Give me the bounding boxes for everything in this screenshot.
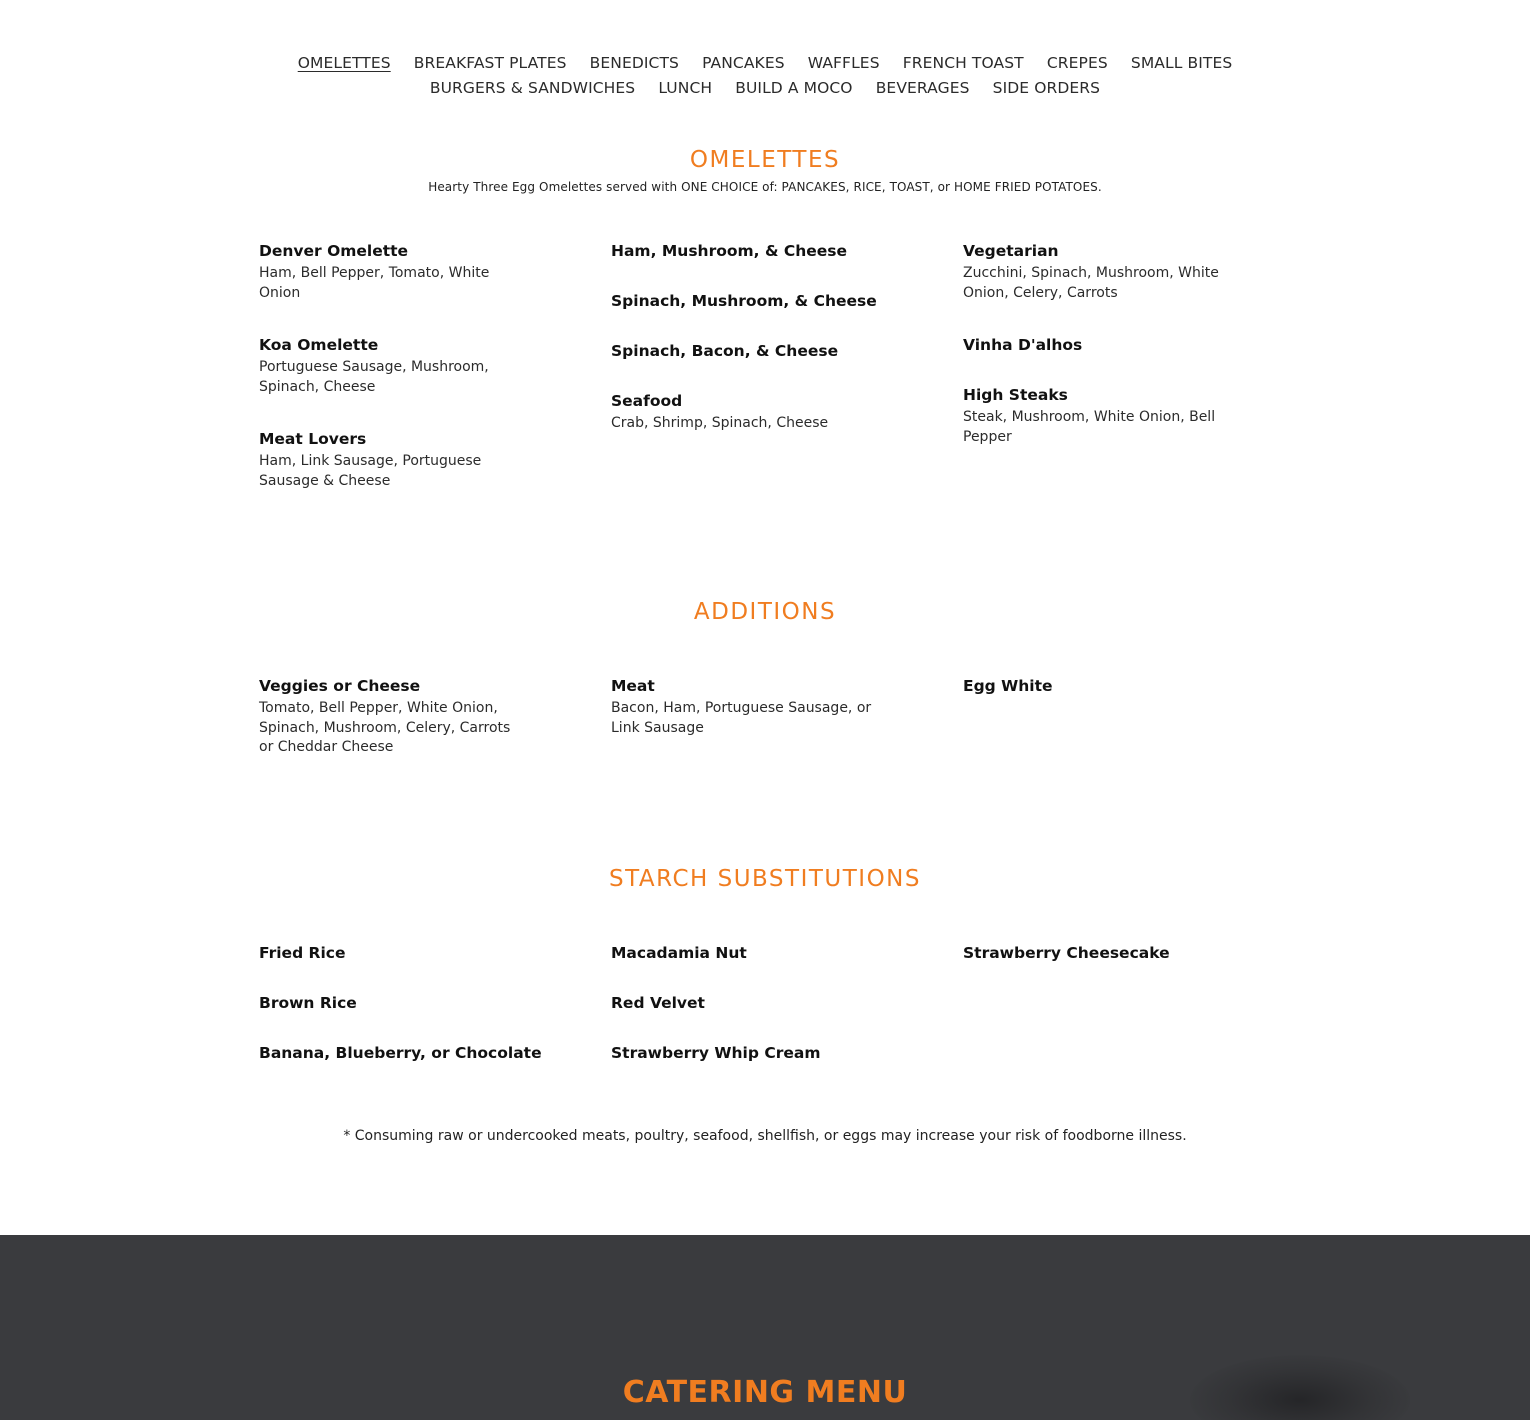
- item-name: Spinach, Bacon, & Cheese: [611, 342, 839, 360]
- category-nav: [0, 50, 1530, 100]
- menu-item: [259, 675, 611, 758]
- nav-waffles[interactable]: WAFFLES: [807, 54, 880, 72]
- starch-column-2: [611, 942, 963, 1092]
- omelettes-column-3: [963, 240, 1315, 513]
- nav-lunch[interactable]: LUNCH: [658, 79, 713, 97]
- item-description: Portuguese Sausage, Mushroom, Spinach, Cheese: [259, 359, 489, 395]
- item-name: Egg White: [963, 677, 1053, 695]
- item-name: Meat: [611, 677, 655, 695]
- item-name: High Steaks: [963, 386, 1068, 404]
- nav-build-a-moco[interactable]: BUILD A MOCO: [735, 79, 853, 97]
- menu-item: [259, 942, 611, 964]
- item-description: Bacon, Ham, Portuguese Sausage, or Link Sausage: [611, 700, 872, 736]
- item-name: Fried Rice: [259, 944, 346, 962]
- category-nav-row-1: [0, 50, 1530, 75]
- item-name: Strawberry Cheesecake: [963, 944, 1170, 962]
- menu-item: [963, 675, 1315, 697]
- starch-substitutions-title: STARCH SUBSTITUTIONS: [609, 866, 921, 892]
- item-description: Crab, Shrimp, Spinach, Cheese: [611, 415, 829, 431]
- foodborne-illness-disclaimer: * Consuming raw or undercooked meats, poultry, seafood, shellfish, or eggs may increase your risk of foodborne illness.: [343, 1128, 1187, 1144]
- item-name: Vinha D'alhos: [963, 336, 1083, 354]
- item-name: Veggies or Cheese: [259, 677, 421, 695]
- item-name: Vegetarian: [963, 242, 1059, 260]
- item-name: Seafood: [611, 392, 683, 410]
- menu-item: [963, 384, 1315, 447]
- item-name: Strawberry Whip Cream: [611, 1044, 821, 1062]
- item-name: Meat Lovers: [259, 430, 367, 448]
- item-description: Ham, Bell Pepper, Tomato, White Onion: [259, 265, 490, 301]
- nav-beverages[interactable]: BEVERAGES: [875, 79, 970, 97]
- menu-item: [259, 992, 611, 1014]
- item-name: Spinach, Mushroom, & Cheese: [611, 292, 877, 310]
- nav-crepes[interactable]: CREPES: [1046, 54, 1108, 72]
- menu-item: [611, 390, 963, 434]
- additions-grid: [259, 675, 1279, 780]
- additions-column-3: [963, 675, 1315, 780]
- item-name: Macadamia Nut: [611, 944, 747, 962]
- item-name: Brown Rice: [259, 994, 357, 1012]
- omelettes-grid: [259, 240, 1279, 513]
- item-description: Zucchini, Spinach, Mushroom, White Onion, Celery, Carrots: [963, 265, 1219, 301]
- item-name: Koa Omelette: [259, 336, 379, 354]
- item-name: Banana, Blueberry, or Chocolate: [259, 1044, 542, 1062]
- catering-section: [0, 1235, 1530, 1420]
- nav-omelettes[interactable]: OMELETTES: [297, 54, 391, 72]
- additions-title: ADDITIONS: [693, 599, 837, 625]
- menu-item: [259, 428, 611, 491]
- category-nav-row-2: [0, 75, 1530, 100]
- menu-item: [963, 240, 1315, 303]
- menu-item: [963, 942, 1315, 964]
- menu-item: [259, 1042, 611, 1064]
- menu-item: [963, 334, 1315, 356]
- menu-item: [611, 942, 963, 964]
- nav-side-orders[interactable]: SIDE ORDERS: [992, 79, 1101, 97]
- menu-item: [611, 1042, 963, 1064]
- item-name: Ham, Mushroom, & Cheese: [611, 242, 848, 260]
- starch-column-3: [963, 942, 1315, 1092]
- starch-grid: [259, 942, 1279, 1092]
- menu-item: [611, 340, 963, 362]
- menu-item: [611, 675, 963, 738]
- item-description: Ham, Link Sausage, Portuguese Sausage & Cheese: [259, 453, 482, 489]
- omelettes-title: OMELETTES: [689, 147, 841, 173]
- menu-item: [611, 992, 963, 1014]
- nav-french-toast[interactable]: FRENCH TOAST: [902, 54, 1024, 72]
- nav-burgers-sandwiches[interactable]: BURGERS & SANDWICHES: [429, 79, 636, 97]
- starch-column-1: [259, 942, 611, 1092]
- nav-benedicts[interactable]: BENEDICTS: [589, 54, 679, 72]
- omelettes-subtitle: Hearty Three Egg Omelettes served with ONE CHOICE of: PANCAKES, RICE, TOAST, or HOME FRIED POTATOES.: [428, 180, 1102, 194]
- menu-item: [611, 240, 963, 262]
- menu-item: [611, 290, 963, 312]
- item-description: Steak, Mushroom, White Onion, Bell Pepper: [963, 409, 1216, 445]
- additions-column-1: [259, 675, 611, 780]
- menu-item: [259, 334, 611, 397]
- menu-item: [259, 240, 611, 303]
- item-description: Tomato, Bell Pepper, White Onion, Spinach, Mushroom, Celery, Carrots or Cheddar Cheese: [259, 700, 511, 755]
- nav-breakfast-plates[interactable]: BREAKFAST PLATES: [413, 54, 567, 72]
- item-name: Red Velvet: [611, 994, 705, 1012]
- omelettes-column-2: [611, 240, 963, 513]
- item-name: Denver Omelette: [259, 242, 409, 260]
- nav-pancakes[interactable]: PANCAKES: [702, 54, 785, 72]
- additions-column-2: [611, 675, 963, 780]
- omelettes-column-1: [259, 240, 611, 513]
- catering-menu-title: CATERING MENU: [622, 1375, 908, 1410]
- nav-small-bites[interactable]: SMALL BITES: [1130, 54, 1233, 72]
